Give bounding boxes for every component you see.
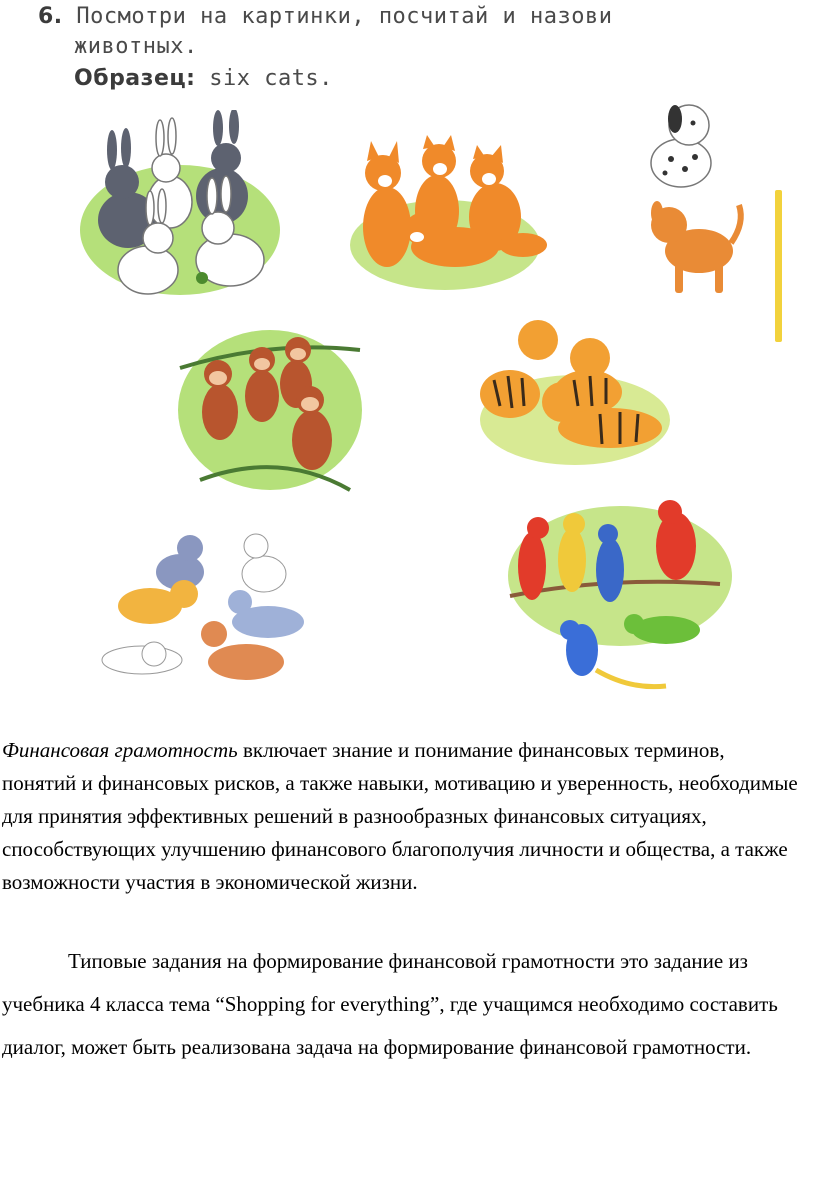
exercise-number: 6. (38, 4, 63, 29)
sample-text: six cats. (209, 66, 333, 91)
kitten-orange (118, 580, 198, 624)
rabbits-illustration (70, 110, 290, 310)
dalmatian-dog (651, 105, 711, 187)
sample-label: Образец: (74, 66, 196, 91)
tigers-illustration (470, 310, 675, 470)
monkeys-illustration (170, 300, 370, 500)
kitten-white (102, 642, 182, 674)
exercise-instruction-line2: животных. (74, 34, 198, 59)
orange-dog (651, 201, 741, 293)
paragraph-typical-tasks: Типовые задания на формирование финансовой грамотности это задание из учебника 4 класса тема “Shopping for everything”, где учащимся необходимо составить диалог, может быть реализована задача на формирование финансовой грамотности. (2, 949, 778, 1059)
exercise-header (38, 2, 778, 94)
fox-1 (363, 141, 411, 267)
parrot-red-2 (656, 500, 696, 580)
monkey-2 (245, 347, 279, 422)
exercise-sample (38, 64, 778, 94)
parrots-illustration (500, 490, 740, 700)
exercise-instruction-line1: 6. Посмотри на картинки, посчитай и назови (38, 4, 613, 29)
parrot-tail (596, 670, 666, 687)
carrot (196, 272, 208, 284)
kittens-illustration (80, 530, 325, 690)
term-financial-literacy: Финансовая грамотность (2, 738, 238, 762)
dogs-illustration (635, 95, 750, 300)
foxes-illustration (345, 135, 550, 295)
kitten-blue (228, 590, 304, 638)
definition-text: включает знание и понимание финансовых терминов, понятий и финансовых рисков, а также навыки, мотивацию и уверенность, необходимые для принятия эффективных решений в разнообразных финансовых ситуациях, способствующих улучшению финансового благополучия личности и общества, а также возможности участия в экономической жизни. (2, 738, 798, 894)
page-margin-accent-bar (775, 190, 782, 342)
kitten-white-ginger (242, 534, 286, 592)
paragraph-financial-literacy-definition (2, 734, 802, 899)
